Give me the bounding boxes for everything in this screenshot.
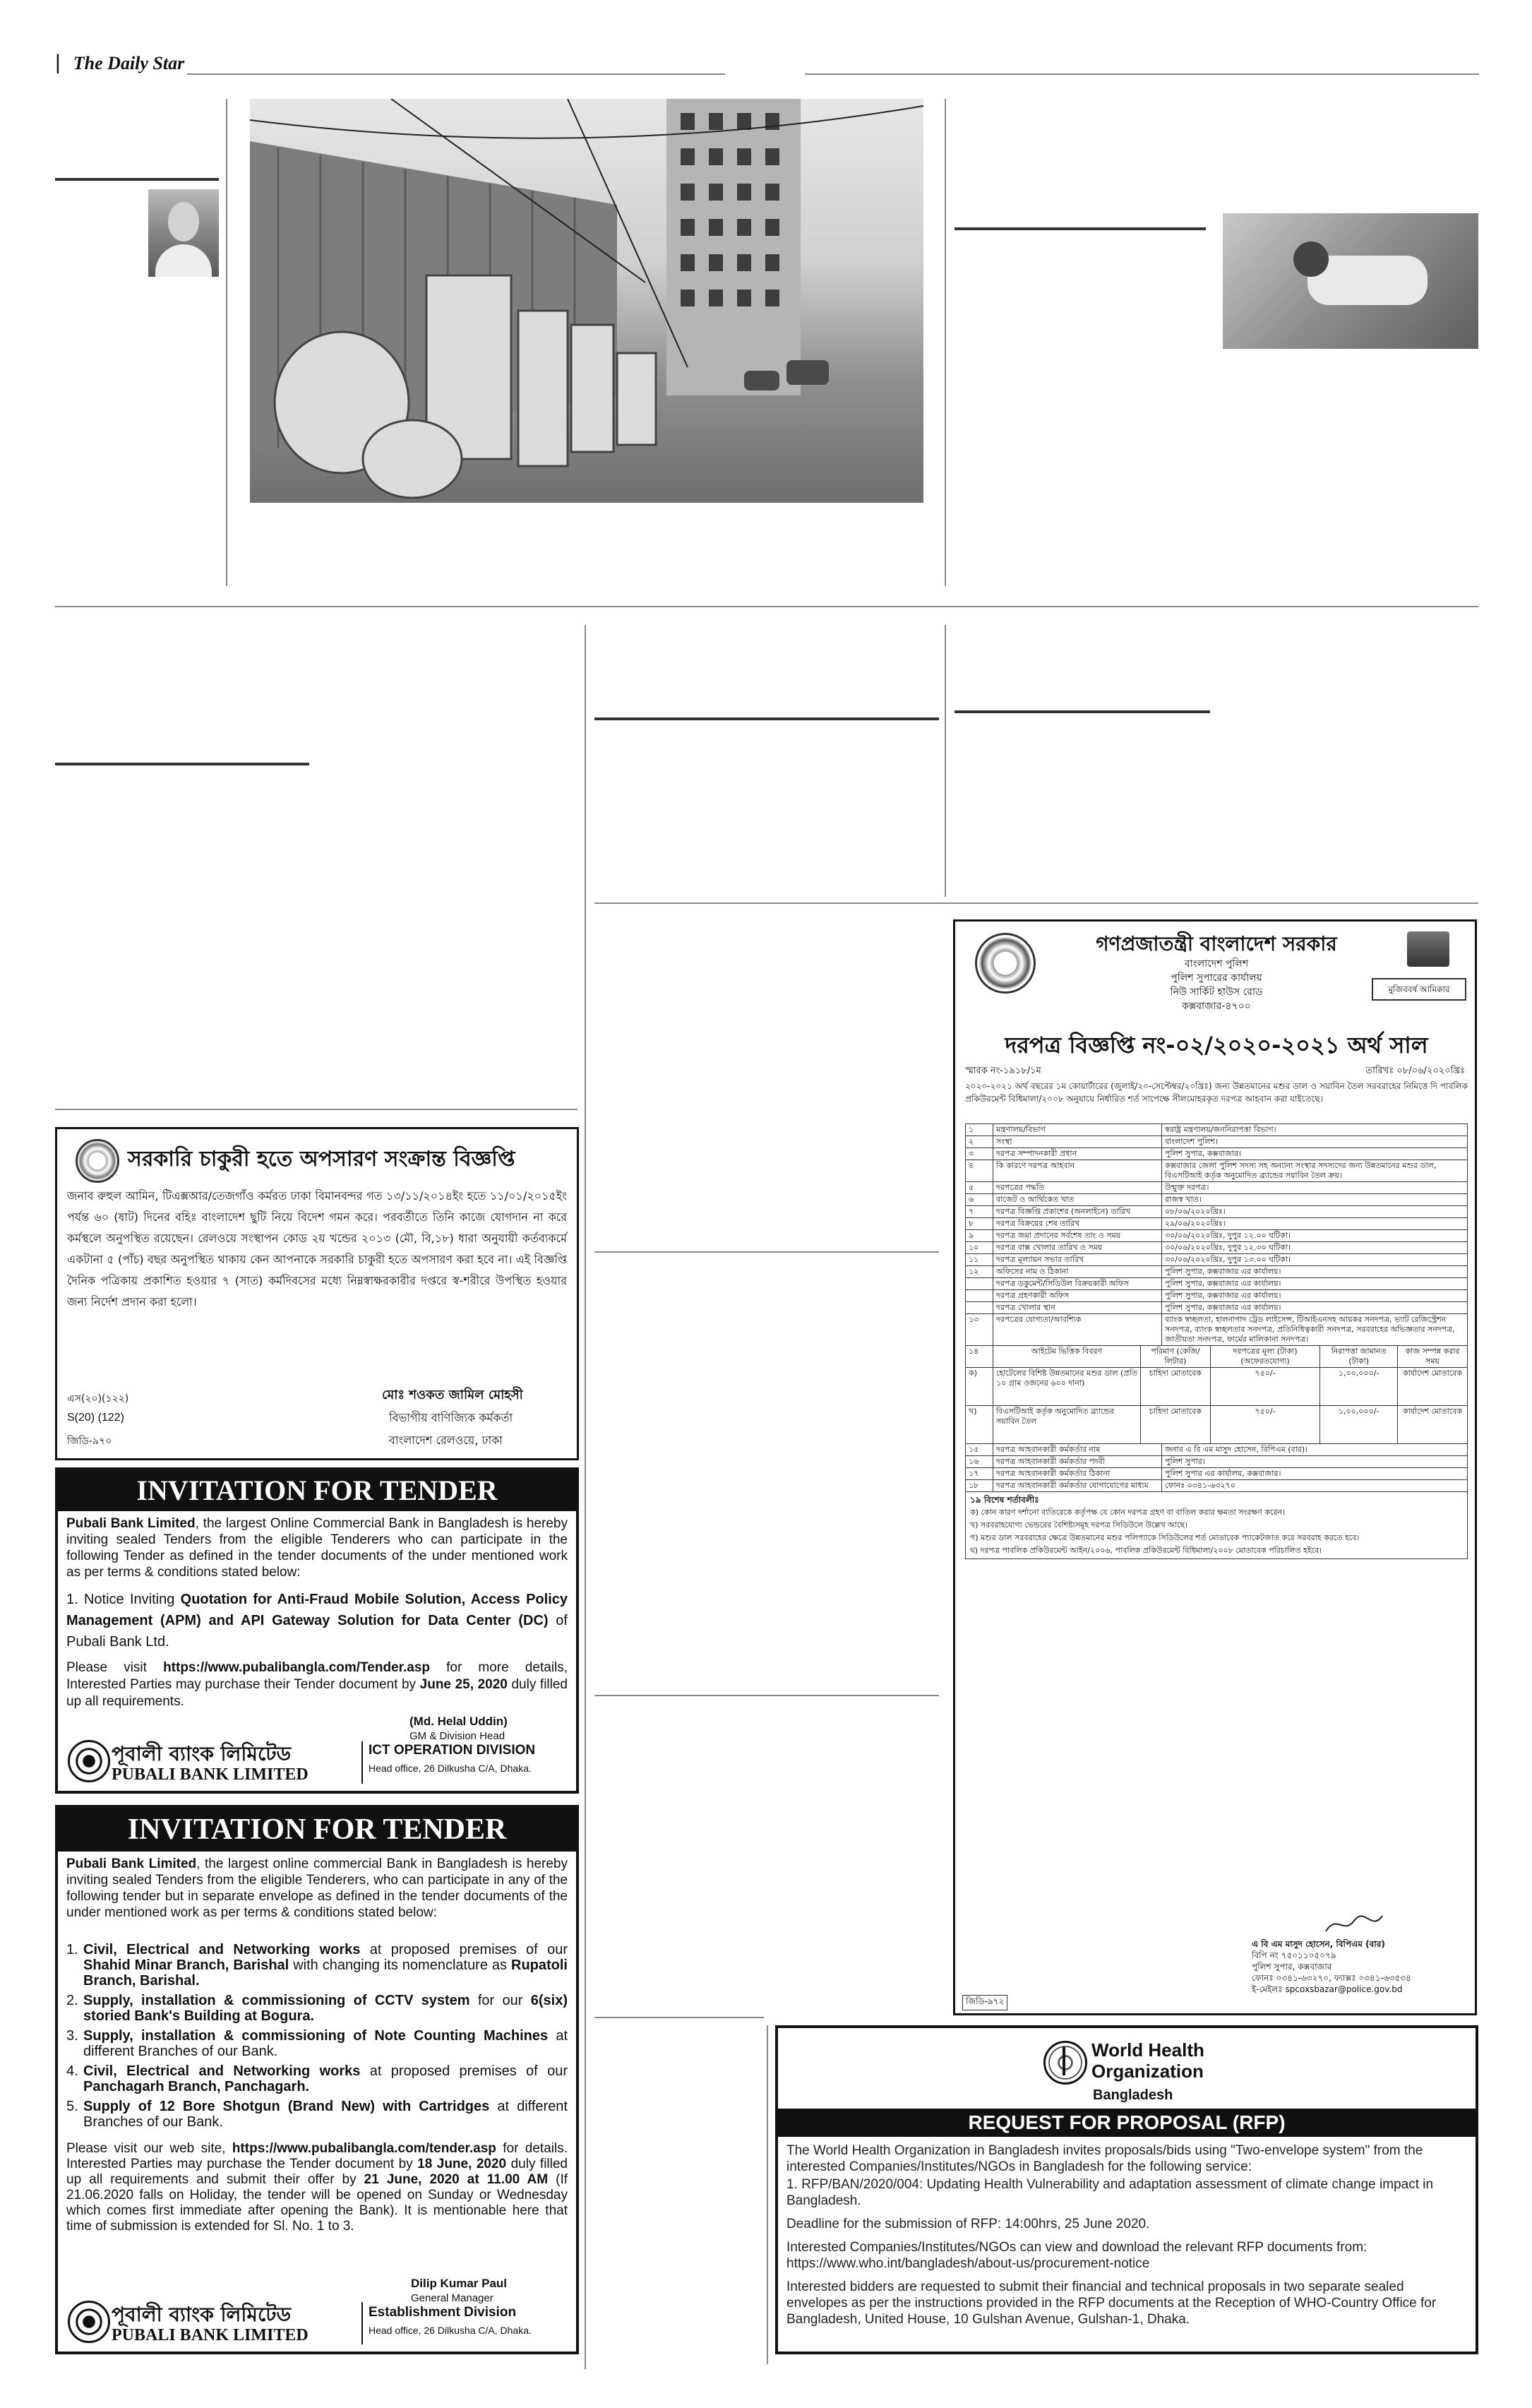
table-cell — [966, 1302, 993, 1314]
section-divider — [594, 1251, 939, 1253]
table-row — [966, 1160, 1468, 1182]
page-divider — [55, 606, 1478, 607]
notice-ref: জিডি-৯৭২ — [962, 1995, 1007, 2010]
bank-logo-icon — [68, 2301, 110, 2343]
table-row — [966, 1206, 1468, 1218]
officer-email: ই-মেইলঃ spcoxsbazar@police.gov.bd — [1252, 1984, 1403, 1994]
division-name: Establishment Division — [369, 2305, 517, 2320]
deadline-date: 21 June, 2020 at 11.00 AM — [364, 2172, 549, 2187]
item-text: with changing its nomenclature as — [289, 1957, 511, 1973]
section-rule — [954, 227, 1206, 230]
police-seal-icon — [975, 933, 1036, 994]
tender-intro — [66, 1856, 568, 1921]
bank-name: Pubali Bank Limited — [66, 1856, 197, 1871]
term-item: ক) কোন কারণ দর্শানো ব্যতিরেকে কর্তৃপক্ষ যে কোন দরপত্র গ্রহণ বা বাতিল করার ক্ষমতা সংরক্ষণ করেন। — [970, 1508, 1285, 1517]
memo-date: তারিখঃ ০৮/০৬/২০২০খ্রিঃ — [1365, 1066, 1465, 1076]
table-row — [966, 1302, 1468, 1314]
office-line: কক্সবাজার-৪৭০০ — [1182, 1001, 1251, 1012]
item-branch: 6(six) storied Bank's Building at Bogura. — [83, 1993, 568, 2024]
table-header-cell: পরিমাণ (কেজি/লিটার) — [1141, 1346, 1211, 1368]
tender-items-list — [66, 1942, 568, 2134]
table-cell: ১ — [966, 1124, 993, 1136]
table-row — [966, 1456, 1468, 1468]
masthead-rule-right — [805, 73, 1479, 75]
table-cell: চাহিদা মোতাবেক — [1141, 1368, 1211, 1406]
table-row — [966, 1148, 1468, 1160]
notice-title: সরকারি চাকুরী হতে অপসারণ সংক্রান্ত বিজ্ঞপ্তি — [128, 1147, 515, 1172]
tender-visit — [66, 1659, 568, 1710]
item-branch: Panchagarh Branch, Panchagarh. — [83, 2079, 310, 2094]
table-cell: স্বরাষ্ট্র মন্ত্রণালয়/জননিরাপত্তা বিভাগ। — [1162, 1124, 1468, 1136]
table-cell: দরপত্র বাক্স খোলার তারিখ ও সময় — [993, 1242, 1162, 1254]
signer-title: বিভাগীয় বাণিজ্যিক কর্মকর্তা — [389, 1411, 513, 1424]
table-cell: ৩ — [966, 1148, 993, 1160]
tender-officer-table — [965, 1443, 1468, 1492]
table-row — [966, 1314, 1468, 1346]
office-lines — [1075, 957, 1358, 1013]
table-cell: বাজেট ও আর্থিকেত খাত — [993, 1194, 1162, 1206]
bank-name-en: PUBALI BANK LIMITED — [112, 1765, 309, 1784]
officer-name: এ বি এম মাসুদ হোসেন, বিপিএম (বার) — [1252, 1939, 1385, 1949]
table-cell: দরপত্র ডকুমেন্ট/সিডিউল বিক্রয়কারী অফিস — [993, 1278, 1162, 1290]
deadline-date: 18 June, 2020 — [417, 2157, 507, 2171]
signer-name: মোঃ শওকত জামিল মোহসী — [382, 1388, 523, 1402]
railway-notice — [55, 1127, 579, 1460]
notice-ref: এস(২০)(১২২) — [67, 1393, 129, 1405]
visit-text: for more details, Interested Parties may purchase their Tender document by — [66, 1660, 568, 1692]
table-cell: ক) — [966, 1368, 993, 1406]
police-tender-notice — [953, 919, 1477, 2015]
rfp-text — [786, 2142, 1467, 2327]
who-rfp-notice — [775, 2025, 1478, 2354]
portrait-icon — [1407, 931, 1449, 967]
rfp-download-link[interactable]: Interested Companies/Institutes/NGOs can view and download the relevant RFP documents from: https://www.who.int/bangladesh/about-us/procurement-notice — [786, 2240, 1368, 2271]
table-cell: ২ — [966, 1136, 993, 1148]
table-cell: ৩০/০৬/২০২০খ্রিঃ, দুপুর ১৩.০০ ঘটিকা। — [1162, 1254, 1468, 1266]
tender-notice-title: দরপত্র বিজ্ঞপ্তি নং-০২/২০২০-২০২১ অর্থ সাল — [1005, 1032, 1428, 1059]
who-country: Bangladesh — [1093, 2087, 1173, 2103]
newspaper-logo: The Daily Star — [73, 53, 185, 73]
table-cell: ফোনঃ ০৩৪১-৬৩২৭০ — [1162, 1480, 1468, 1492]
table-header-cell: কাজ সম্পন্ন করার সময় — [1397, 1346, 1467, 1368]
table-cell: মন্ত্রণালয়/বিভাগ — [993, 1124, 1162, 1136]
table-header-cell: দরপত্রের মূল্য (টাকা) (অফেরতযোগ্য) — [1210, 1346, 1320, 1368]
section-rule — [55, 763, 309, 765]
division-name: ICT OPERATION DIVISION — [369, 1743, 536, 1758]
term-item: ঘ) দরপত্র পাবলিক প্রকিউরমেন্ট আইন/২০০৬, পাবলিক প্রকিউরমেন্ট বিধিমালা/২০০৮ মোতাবেক পরিচালিত হইবে। — [970, 1546, 1322, 1555]
bank-name-bn: পূবালী ব্যাংক লিমিটেড — [112, 1742, 292, 1765]
table-cell: ৭ — [966, 1206, 993, 1218]
item-title: Civil, Electrical and Networking works — [83, 2063, 361, 2079]
table-cell: ৯ — [966, 1230, 993, 1242]
government-seal-icon — [76, 1139, 119, 1183]
column-divider — [226, 99, 227, 586]
tender-intro-text: , the largest online commercial Bank in Bangladesh is hereby inviting sealed Tenders from the eligible Tenderers, who can participate in any of the following tender but in separate envelope as defined in the tender documents of the under mentioned work as per terms & conditions stated below: — [66, 1856, 568, 1920]
bank-name-en: PUBALI BANK LIMITED — [112, 2326, 309, 2344]
table-cell: ১২ — [966, 1266, 993, 1278]
tender-intro — [66, 1515, 568, 1580]
column-divider — [945, 625, 946, 897]
column-divider — [585, 625, 586, 2369]
visit-text: duly filled up all requirements. — [66, 1677, 568, 1709]
table-cell: দরপত্র জমা প্রদানের সর্বশেষ তাং ও সময় — [993, 1230, 1162, 1242]
section-divider — [594, 2017, 764, 2018]
bank-name-bn: পূবালী ব্যাংক লিমিটেড — [112, 2303, 292, 2326]
table-cell: ১৭ — [966, 1468, 993, 1480]
table-cell: দরপত্র বিক্রয়ের শেষ তারিখ — [993, 1218, 1162, 1230]
portrait-photo — [148, 189, 219, 277]
table-row — [966, 1278, 1468, 1290]
item-number: 5. — [66, 2099, 78, 2114]
tender-item — [66, 2028, 568, 2059]
column-divider — [945, 99, 946, 586]
tender-intro: ২০২০-২০২১ অর্থ বছরের ১ম কোয়ার্টারের (জুলাই/২০-সেপ্টেম্বর/২০খ্রিঃ) জন্য উন্নতমানের মশুর ডাল ও সয়াবিন তৈল সরবরাহের নিমিত্তে দি পাবলিক প্রকিউরমেন্ট বিধিমালা/২০০৮ অনুযায়ে নির্ধারিত শর্ত সাপেক্ষে সীলমোহরকৃত দরপত্র আহবান করা যাইতেছে। — [965, 1081, 1468, 1104]
rfp-paragraph: Interested bidders are requested to submit their financial and technical proposals in two separate sealed envelopes as per the instructions provided in the RFP documents at the Reception of WHO-Country Office for Bangladesh, United House, 10 Gulshan Avenue, Gulshan-1, Dhaka. — [786, 2279, 1437, 2327]
signer-name: Dilip Kumar Paul — [411, 2277, 508, 2290]
table-cell: ৪ — [966, 1160, 993, 1182]
masthead — [55, 51, 690, 79]
tender-details-table — [965, 1123, 1468, 1559]
government-title: গণপ্রজাতন্ত্রী বাংলাদেশ সরকার — [1096, 932, 1337, 955]
tender-item-suffix: of Pubali Bank Ltd. — [66, 1613, 568, 1650]
table-cell: পুলিশ সুপার, কক্সবাজার। — [1162, 1148, 1468, 1160]
table-cell: ১১ — [966, 1254, 993, 1266]
bank-logo-icon — [68, 1740, 110, 1782]
mujib-year-badge: মুজিববর্ষ আমিকার — [1372, 978, 1466, 1001]
notice-ref: জিডি-৯৭০ — [67, 1436, 112, 1447]
tender-item — [66, 1942, 568, 1989]
tender-details — [965, 1123, 1468, 1346]
memo-number: স্মারক নং-১৯১৮/১ম — [965, 1066, 1041, 1076]
item-text: at proposed premises of our — [360, 2063, 568, 2079]
tender-item-prefix: 1. Notice Inviting — [66, 1592, 181, 1607]
table-cell: উন্মুক্ত দরপত্র। — [1162, 1182, 1468, 1194]
section-rule — [55, 178, 219, 181]
table-cell: কক্সবাজার জেলা পুলিশ সদস্য সহ অন্যান্য সংস্থার সদস্যদের জন্য উন্নতমানের মশুর ডাল, বিএসটিআই কর্তৃক অনুমোদিত ব্র্যান্ডের সয়াবিন তৈল ক্রয়। — [1162, 1160, 1468, 1182]
item-title: Supply, installation & commissioning of Note Counting Machines — [83, 2028, 549, 2044]
rfp-banner: REQUEST FOR PROPOSAL (RFP) — [778, 2109, 1476, 2137]
table-row — [966, 1480, 1468, 1492]
table-row — [966, 1194, 1468, 1206]
item-text: at proposed premises of our — [360, 1942, 568, 1957]
page-marker: | — [55, 51, 61, 74]
item-text: for our — [469, 1993, 531, 2008]
item-title: Supply of 12 Bore Shotgun (Brand New) with Cartridges — [83, 2099, 490, 2114]
section-divider — [594, 902, 1478, 904]
table-cell: দরপত্রের পদ্ধতি — [993, 1182, 1162, 1194]
tender-url-link[interactable]: https://www.pubalibangla.com/tender.asp — [232, 2141, 496, 2156]
office-line: বাংলাদেশ পুলিশ — [1184, 958, 1249, 970]
table-cell: ১,০০,০০০/- — [1320, 1368, 1398, 1406]
tender-heading: INVITATION FOR TENDER — [58, 1470, 576, 1511]
officer-line: ফোনঃ ০৩৪১-৬৩২৭০, ফ্যাক্সঃ ০৩৪১-৬৩৫৩৪ — [1252, 1973, 1411, 1983]
table-row — [966, 1468, 1468, 1480]
table-cell: ১৩ — [966, 1314, 993, 1346]
table-row — [966, 1182, 1468, 1194]
item-title: Civil, Electrical and Networking works — [83, 1942, 361, 1957]
tender-item — [66, 1993, 568, 2024]
rfp-paragraph: 1. RFP/BAN/2020/004: Updating Health Vulnerability and adaptation assessment of climate change impact in Bangladesh. — [786, 2177, 1434, 2208]
table-cell: খ) — [966, 1406, 993, 1444]
table-cell: দরপত্র বিজ্ঞপ্তি প্রকাশের (অনলাইনে) তারিখ — [993, 1206, 1162, 1218]
street-photo — [250, 99, 923, 503]
signer-title: GM & Division Head — [409, 1730, 505, 1742]
table-row — [966, 1254, 1468, 1266]
table-row — [966, 1124, 1468, 1136]
table-cell: ১০ — [966, 1242, 993, 1254]
office-line: নিউ সার্কিট হাউস রোড — [1170, 987, 1263, 998]
masthead-rule-left — [187, 73, 725, 75]
table-header-cell: আইটেম ভিত্তিক বিবরণ — [993, 1346, 1141, 1368]
table-cell — [966, 1290, 993, 1302]
section-divider — [594, 1695, 939, 1696]
table-cell: ৭৫০/- — [1210, 1368, 1320, 1406]
section-divider — [55, 1109, 578, 1110]
item-number: 4. — [66, 2063, 78, 2079]
table-cell: রাজস্ব খাত। — [1162, 1194, 1468, 1206]
item-branch: Shahid Minar Branch, Barishal — [83, 1957, 289, 1973]
table-cell: কি কারণে দরপত্র আহবান — [993, 1160, 1162, 1182]
item-text: at different Branches of our Bank. — [83, 2028, 568, 2059]
table-cell: দরপত্রের যোগ্যতা/আবশ্যিক — [993, 1314, 1162, 1346]
table-cell: দরপত্র আহবানকারী কর্মকর্তার ঠিকানা — [993, 1468, 1162, 1480]
notice-body: জনাব রুহুল আমিন, টিএক্সআর/তেজগাঁও কর্মরত ঢাকা বিমানবন্দর গত ১৩/১১/২০১৪ইং হতে ১১/০১/২০১৫ইং পর্যন্ত ৬০ (ষাট) দিনের বহিঃ বাংলাদেশ ছুটি নিয়ে বিদেশ গমন করে। পরবর্তীতে তিনি কাজে যোগদান না করে কর্মস্থলে অনুপস্থিত রয়েছেন। রেলওয়ে সংস্থাপন কোড ২য় খন্ডের ২০১৩ (মৌ, বি,১৮) ধারা অনুযায়ী কর্তব্যকর্মে একটানা ৫ (পাঁচ) বছর অনুপস্থিত থাকায় কেন আপনাকে সরকারি চাকুরী হতে অপসারণ করা হবে না। এই বিজ্ঞপ্তি দৈনিক পত্রিকায় প্রকাশিত হওয়ার ৭ (সাত) কর্মদিবসের মধ্যে নিম্নস্বাক্ষরকারীর দপ্তরে স্ব-শরীরে উপস্থিত হওয়ার জন্য নির্দেশ প্রদান করা হলো। — [67, 1189, 567, 1309]
tender-item — [66, 2063, 568, 2094]
table-header-cell: নিরাপত্তা জামানত (টাকা) — [1320, 1346, 1398, 1368]
officer-line: বিপি নং ৭৫০১১০৫০৭৯ — [1252, 1950, 1336, 1960]
table-row — [966, 1218, 1468, 1230]
tender-intro-text: , the largest Online Commercial Bank in Bangladesh is hereby inviting sealed Tenders from the eligible Tenderers who can participate in the following Tender as defined in the tender documents of the under mentioned work as per terms & conditions stated below: — [66, 1516, 568, 1580]
table-cell: দরপত্র মূল্যায়ন সভার তারিখ — [993, 1254, 1162, 1266]
table-cell: চাহিদা মোতাবেক — [1141, 1406, 1211, 1444]
officer-sign-block — [1252, 1938, 1464, 1995]
terms-label: ১৯ বিশেষ শর্তাবলীঃ — [970, 1495, 1039, 1505]
table-cell: দরপত্র আহবানকারী কর্মকর্তার যোগাযোগের মাধ্যম — [993, 1480, 1162, 1492]
signer-name: (Md. Helal Uddin) — [409, 1715, 508, 1728]
hospital-photo — [1223, 213, 1478, 349]
rfp-deadline: Deadline for the submission of RFP: 14:00hrs, 25 June 2020. — [786, 2217, 1150, 2231]
logo-divider — [361, 2302, 363, 2344]
table-header-cell: ১৪ — [966, 1346, 993, 1368]
bank-name: Pubali Bank Limited — [66, 1516, 196, 1531]
column-divider — [767, 2025, 768, 2364]
tender-url-link[interactable]: https://www.pubalibangla.com/Tender.asp — [163, 1660, 430, 1675]
signer-title: General Manager — [411, 2292, 493, 2304]
table-cell: ১৮ — [966, 1480, 993, 1492]
closing-text: Please visit our web site, — [66, 2141, 232, 2156]
table-cell: সংস্থা — [993, 1136, 1162, 1148]
table-cell: ৩০/০৬/২০২০খ্রিঃ, দুপুর ১২.০০ ঘটিকা। — [1162, 1230, 1468, 1242]
table-cell: পুলিশ সুপার, কক্সবাজার এর কার্যালয়। — [1162, 1290, 1468, 1302]
table-row — [966, 1230, 1468, 1242]
tender-ad-establishment — [55, 1805, 579, 2354]
special-terms — [965, 1492, 1468, 1559]
item-branch: Rupatoli Branch, Barishal. — [83, 1957, 568, 1989]
bank-address: Head office, 26 Dilkusha C/A, Dhaka. — [369, 1763, 532, 1774]
street-scene-illustration — [250, 99, 923, 503]
table-row — [966, 1266, 1468, 1278]
table-cell: ২৯/০৬/২০২০খ্রিঃ। — [1162, 1218, 1468, 1230]
closing-text: for details. Interested Parties may purchase the Tender document by — [66, 2141, 568, 2171]
tender-item-title: Quotation for Anti-Fraud Mobile Solution, Access Policy Management (APM) and API Gateway Solution for Data Center (DC) — [66, 1592, 568, 1628]
signature-icon — [1322, 1910, 1386, 1938]
term-item: গ) মশুর ডাল সরবরাহের ক্ষেত্রে উন্নতমানের মশুর পলিপ্যাকে সিডিউলের শর্ত মোতাবেক প্যাকেটজাত করে সরবরাহ করতে হবে। — [970, 1533, 1360, 1542]
logo-divider — [361, 1741, 363, 1784]
table-cell: বাংলাদেশ পুলিশ। — [1162, 1136, 1468, 1148]
tender-item — [66, 2099, 568, 2130]
table-cell: ব্যাংক স্বচ্ছলতা, হালনাগাদ ট্রেড লাইসেন্স, টিআইএনসহ আয়কর সনদপত্র, ভ্যাট রেজিস্ট্রেশন সনদপত্র, ব্যাংক স্বচ্ছলতার সনদপত্র, প্রতিনিধিত্বকারী সনদপত্র, সরবরাহের অভিজ্ঞতার সনদপত্র, জাতীয়তা সনদপত্র, ফার্মের মালিকানা সনদপত্র। — [1162, 1314, 1468, 1346]
item-number: 2. — [66, 1993, 78, 2008]
table-cell: ৫ — [966, 1182, 993, 1194]
table-cell: ১৫ — [966, 1444, 993, 1456]
item-number: 3. — [66, 2028, 78, 2044]
table-cell: ৩০/০৬/২০২০খ্রিঃ, দুপুর ১২.৩০ ঘটিকা। — [1162, 1242, 1468, 1254]
table-cell: কার্যাদেশ মোতাবেক — [1397, 1368, 1467, 1406]
visit-text: Please visit — [66, 1660, 164, 1675]
table-cell: ১,০০,০০০/- — [1320, 1406, 1398, 1444]
table-row — [966, 1290, 1468, 1302]
table-cell: পুলিশ সুপার, কক্সবাজার এর কার্যালয়। — [1162, 1278, 1468, 1290]
closing-text: (If 21.06.2020 falls on Holiday, the tender will be opened on Sunday or Wednesday which comes first immediate after opening the Bank). It is mentionable here that time of submission is extended for Sl. No. 1 to 3. — [66, 2172, 568, 2234]
table-cell: অফিসের নাম ও ঠিকানা — [993, 1266, 1162, 1278]
table-cell: দরপত্র সম্পাদনকারী প্রধান — [993, 1148, 1162, 1160]
deadline-date: June 25, 2020 — [419, 1677, 508, 1692]
table-cell: ৬ — [966, 1194, 993, 1206]
item-number: 1. — [66, 1942, 78, 1957]
table-cell: দরপত্র আহবানকারী কর্মকর্তার পদবী — [993, 1456, 1162, 1468]
table-cell: দরপত্র আহবানকারী কর্মকর্তার নাম — [993, 1444, 1162, 1456]
table-row — [966, 1368, 1468, 1406]
section-rule — [954, 710, 1210, 713]
table-cell: দরপত্র গ্রহণকারী অফিস — [993, 1290, 1162, 1302]
table-cell: পুলিশ সুপার। — [1162, 1456, 1468, 1468]
who-org-line1: World Health — [1091, 2039, 1204, 2061]
tender-items-table — [965, 1345, 1468, 1444]
rfp-paragraph: The World Health Organization in Bangladesh invites proposals/bids using "Two-envelope system" from the interested Companies/Institutes/NGOs in Bangladesh for the following service: — [786, 2143, 1423, 2174]
tender-heading: INVITATION FOR TENDER — [58, 1808, 576, 1852]
table-cell: বিএসটিআই কর্তৃক অনুমোদিত ব্র্যান্ডের সয়াবিন তৈল — [993, 1406, 1141, 1444]
table-cell: হোটেলের বিশিষ্ট উন্নতমানের মশুর ডাল (প্রতি ১০ গ্রাম ওজনের ৬০০ দানা) — [993, 1368, 1141, 1406]
table-row — [966, 1136, 1468, 1148]
who-org-line2: Organization — [1091, 2061, 1204, 2082]
tender-ad-ict — [55, 1467, 579, 1794]
table-cell: জনাব এ বি এম মাসুদ হোসেন, বিপিএম (বার)। — [1162, 1444, 1468, 1456]
item-title: Supply, installation & commissioning of CCTV system — [83, 1993, 470, 2008]
table-cell — [966, 1278, 993, 1290]
section-rule — [594, 717, 939, 720]
who-emblem-icon — [1043, 2041, 1087, 2085]
tender-closing — [66, 2141, 568, 2234]
table-row — [966, 1444, 1468, 1456]
term-item: খ) সরবরাহযোগ্য ভেন্ডরের বৈশিষ্ট্যসমূহ দরপত্র সিডিউলে উল্লেখ আছে। — [970, 1520, 1188, 1530]
item-text: at different Branches of our Bank. — [83, 2099, 568, 2130]
table-row — [966, 1242, 1468, 1254]
notice-ref: S(20) (122) — [67, 1412, 124, 1424]
table-cell: ০৮/০৬/২০২০খ্রিঃ। — [1162, 1206, 1468, 1218]
table-cell: কার্যাদেশ মোতাবেক — [1397, 1406, 1467, 1444]
table-header-row — [966, 1346, 1468, 1368]
signer-org: বাংলাদেশ রেলওয়ে, ঢাকা — [389, 1434, 503, 1447]
office-line: পুলিশ সুপারের কার্যালয় — [1171, 972, 1262, 984]
officer-line: পুলিশ সুপার, কক্সবাজার — [1252, 1962, 1332, 1972]
table-cell: ৮ — [966, 1218, 993, 1230]
bank-address: Head office, 26 Dilkusha C/A, Dhaka. — [369, 2325, 532, 2336]
tender-item — [66, 1589, 568, 1652]
table-cell: ৭৫০/- — [1210, 1406, 1320, 1444]
table-cell: ১৬ — [966, 1456, 993, 1468]
table-cell: দরপত্র খোলার স্থান — [993, 1302, 1162, 1314]
table-row — [966, 1406, 1468, 1444]
closing-text: duly filled up all requirements and submit their offer by — [66, 2157, 568, 2187]
table-cell: পুলিশ সুপার, কক্সবাজার এর কার্যালয়। — [1162, 1266, 1468, 1278]
table-cell: পুলিশ সুপার, কক্সবাজার এর কার্যালয়। — [1162, 1302, 1468, 1314]
table-cell: পুলিশ সুপার এর কার্যালয়, কক্সবাজার। — [1162, 1468, 1468, 1480]
